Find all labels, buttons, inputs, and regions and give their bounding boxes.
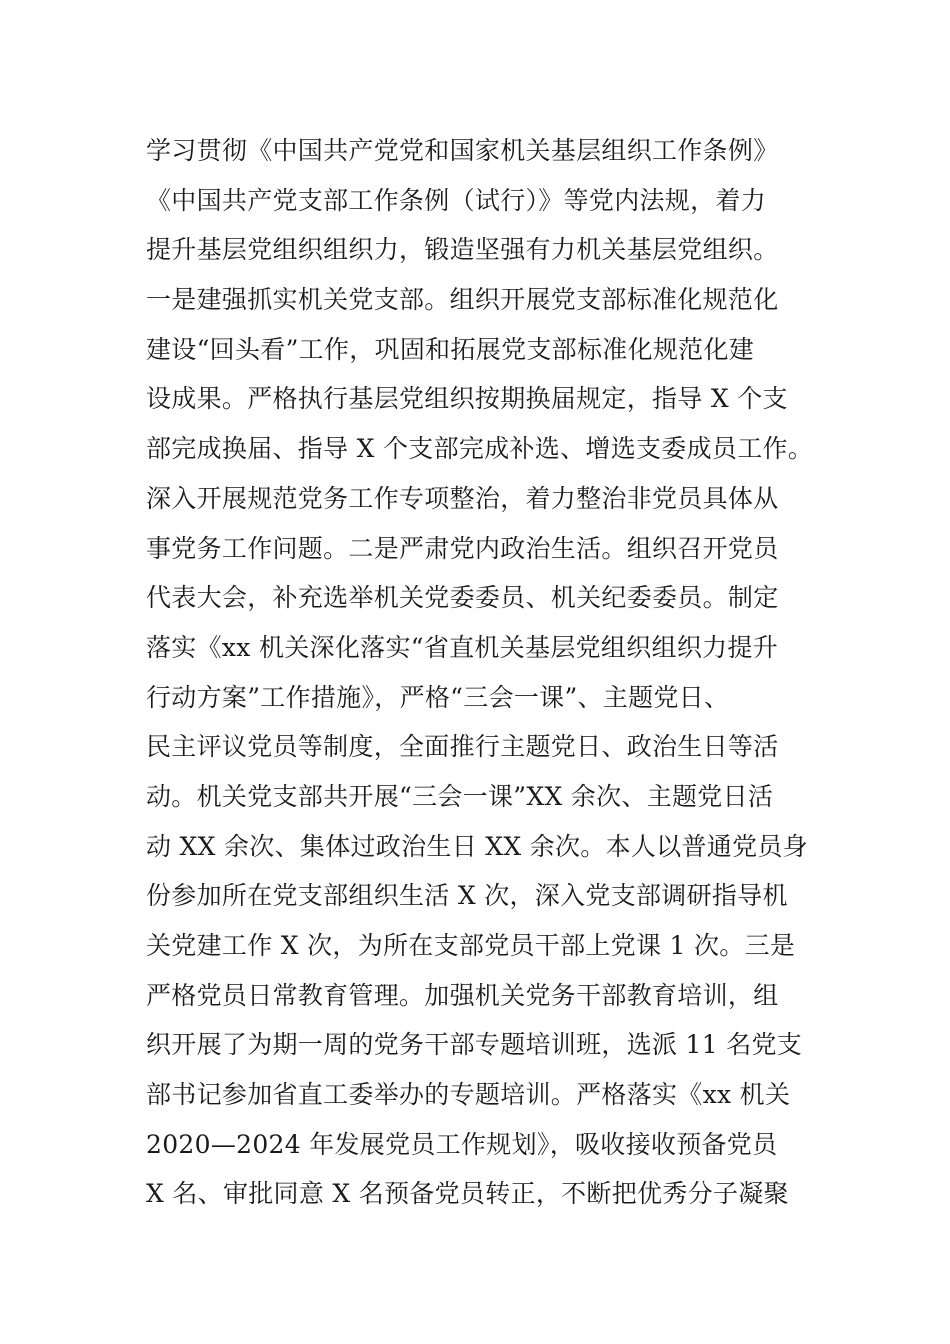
text-line: 设成果。严格执行基层党组织按期换届规定，指导 X 个支 (146, 384, 788, 414)
text-line: 2020—2024 年发展党员工作规划》，吸收接收预备党员 (146, 1129, 778, 1159)
text-line: 深入开展规范党务工作专项整治，着力整治非党员具体从 (146, 483, 779, 513)
text-line: 提升基层党组织组织力，锻造坚强有力机关基层党组织。 (146, 235, 779, 265)
text-line: 严格党员日常教育管理。加强机关党务干部教育培训，组 (146, 980, 779, 1010)
text-line: 学习贯彻《中国共产党党和国家机关基层组织工作条例》 (146, 136, 779, 165)
text-line: 动。机关党支部共开展“三会一课”XX 余次、主题党日活 (146, 781, 774, 811)
text-line: 《中国共产党支部工作条例（试行）》等党内法规，着力 (146, 185, 767, 215)
text-line: 关党建工作 X 次，为所在支部党员干部上党课 1 次。三是 (146, 931, 796, 960)
text-line: 部完成换届、指导 X 个支部完成补选、增选支委成员工作。 (146, 434, 814, 464)
text-line: 织开展了为期一周的党务干部专题培训班，选派 11 名党支 (146, 1030, 803, 1060)
body-text (146, 126, 846, 1219)
text-line: 份参加所在党支部组织生活 X 次，深入党支部调研指导机 (146, 881, 788, 911)
text-line: 动 XX 余次、集体过政治生日 XX 余次。本人以普通党员身 (146, 831, 808, 861)
text-line: 落实《xx 机关深化落实“省直机关基层党组织组织力提升 (146, 632, 779, 662)
text-line: 事党务工作问题。二是严肃党内政治生活。组织召开党员 (146, 533, 779, 563)
text-line: 代表大会，补充选举机关党委委员、机关纪委委员。制定 (146, 583, 779, 613)
text-line: 民主评议党员等制度，全面推行主题党日、政治生日等活 (146, 732, 779, 762)
text-line: X 名、审批同意 X 名预备党员转正，不断把优秀分子凝聚 (146, 1179, 789, 1209)
text-line: 行动方案”工作措施》，严格“三会一课”、主题党日、 (146, 682, 730, 712)
text-line: 一是建强抓实机关党支部。组织开展党支部标准化规范化 (146, 285, 779, 315)
text-line: 部书记参加省直工委举办的专题培训。严格落实《xx 机关 (146, 1080, 791, 1110)
text-line: 建设“回头看”工作，巩固和拓展党支部标准化规范化建 (146, 334, 755, 364)
